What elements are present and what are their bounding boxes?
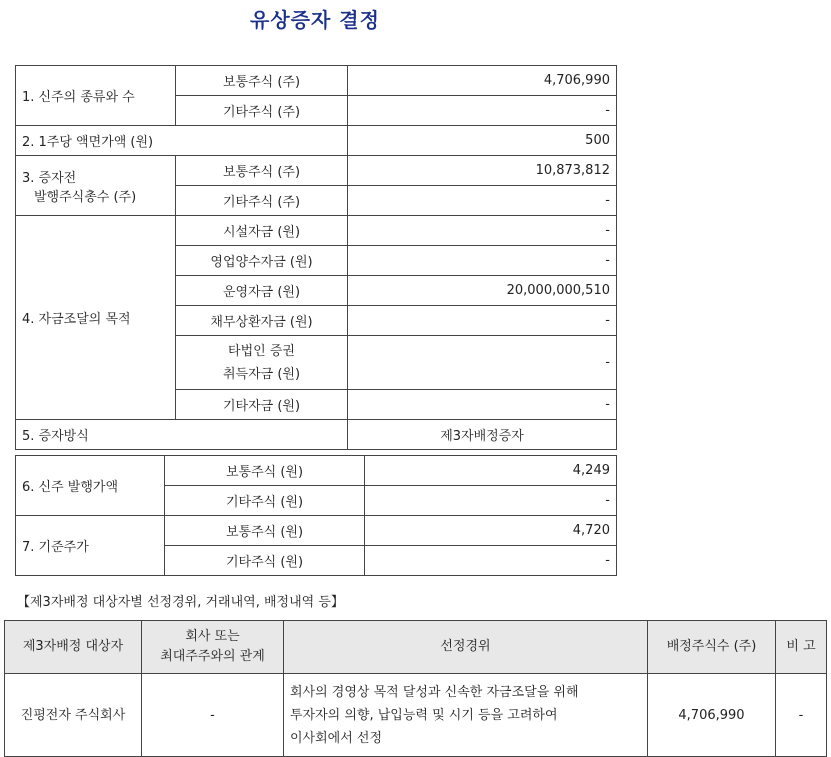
header-target: 제3자배정 대상자 [5, 621, 142, 674]
row5-value: 제3자배정증자 [348, 420, 617, 450]
purpose-facility-value: - [348, 216, 617, 246]
row6-other-label: 기타주식 (원) [165, 486, 365, 516]
purpose-securities-label [176, 336, 348, 390]
purpose-other-label: 기타자금 (원) [176, 390, 348, 420]
row2-value: 500 [348, 126, 617, 156]
purpose-securities-line1: 타법인 증권 [228, 343, 295, 359]
row3-common-label: 보통주식 (주) [176, 156, 348, 186]
purpose-other-value: - [348, 390, 617, 420]
page-title: 유상증자 결정 [250, 8, 380, 32]
row7-other-label: 기타주식 (원) [165, 546, 365, 576]
header-relation-line2: 최대주주와의 관계 [160, 649, 265, 664]
row1-other-value: - [348, 96, 617, 126]
row3-common-value: 10,873,812 [348, 156, 617, 186]
row1-other-label: 기타주식 (주) [176, 96, 348, 126]
cell-target: 진평전자 주식회사 [5, 674, 142, 757]
row6-common-label: 보통주식 (원) [165, 456, 365, 486]
row1-label: 1. 신주의 종류와 수 [16, 66, 176, 126]
allocation-table [4, 620, 827, 757]
cell-relation: - [142, 674, 284, 757]
row3-other-value: - [348, 186, 617, 216]
header-remarks: 비 고 [776, 621, 827, 674]
price-table [15, 455, 617, 576]
header-relation [142, 621, 284, 674]
purpose-debt-value: - [348, 306, 617, 336]
purpose-operating-value: 20,000,000,510 [348, 276, 617, 306]
row6-other-value: - [365, 486, 617, 516]
row6-label: 6. 신주 발행가액 [16, 456, 165, 516]
purpose-debt-label: 채무상환자금 (원) [176, 306, 348, 336]
purpose-operating-label: 운영자금 (원) [176, 276, 348, 306]
row6-common-value: 4,249 [365, 456, 617, 486]
row3-label [16, 156, 176, 216]
row1-common-value: 4,706,990 [348, 66, 617, 96]
purpose-securities-value: - [348, 336, 617, 390]
row5-label: 5. 증자방식 [16, 420, 348, 450]
section-note: 【제3자배정 대상자별 선정경위, 거래내역, 배정내역 등】 [17, 595, 344, 610]
cell-reason-line1: 회사의 경영상 목적 달성과 신속한 자금조달을 위해 [290, 684, 579, 700]
cell-shares: 4,706,990 [648, 674, 776, 757]
cell-remarks: - [776, 674, 827, 757]
cell-reason [284, 674, 648, 757]
purpose-securities-line2: 취득자금 (원) [222, 366, 301, 382]
row3-label-line2: 발행주식총수 (주) [34, 189, 137, 205]
issuance-table [15, 65, 617, 450]
row2-label: 2. 1주당 액면가액 (원) [16, 126, 348, 156]
row1-common-label: 보통주식 (주) [176, 66, 348, 96]
row7-common-value: 4,720 [365, 516, 617, 546]
cell-reason-line2: 투자자의 의향, 납입능력 및 시기 등을 고려하여 [290, 707, 558, 723]
row3-label-line1: 3. 증자전 [22, 170, 77, 186]
row3-other-label: 기타주식 (주) [176, 186, 348, 216]
row7-common-label: 보통주식 (원) [165, 516, 365, 546]
header-reason: 선정경위 [284, 621, 648, 674]
purpose-acquisition-value: - [348, 246, 617, 276]
header-shares: 배정주식수 (주) [648, 621, 776, 674]
cell-reason-line3: 이사회에서 선정 [290, 730, 383, 746]
header-relation-line1: 회사 또는 [185, 629, 240, 644]
row7-other-value: - [365, 546, 617, 576]
purpose-acquisition-label: 영업양수자금 (원) [176, 246, 348, 276]
purpose-facility-label: 시설자금 (원) [176, 216, 348, 246]
row7-label: 7. 기준주가 [16, 516, 165, 576]
row4-label: 4. 자금조달의 목적 [16, 216, 176, 420]
